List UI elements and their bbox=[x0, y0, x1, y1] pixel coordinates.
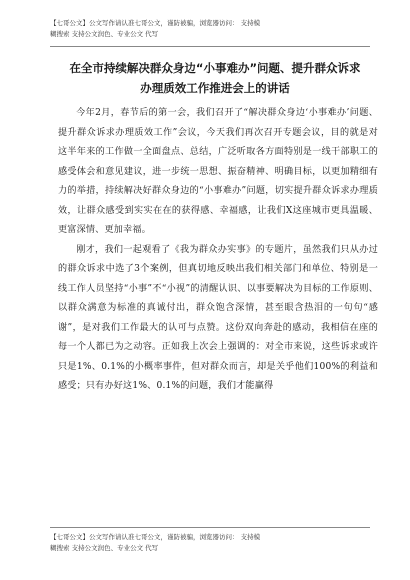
header-divider bbox=[50, 46, 370, 47]
footer-divider bbox=[50, 527, 370, 528]
document-title bbox=[40, 58, 390, 98]
page-header bbox=[50, 18, 380, 40]
footer-line-2: 糊搜索 支持公文润色、专业公文 代写 bbox=[50, 544, 159, 552]
title-line-1: 在全市持续解决群众身边“小事难办”问题、提升群众诉求 bbox=[69, 61, 361, 75]
page-footer bbox=[50, 532, 380, 554]
title-line-2: 办理质效工作推进会上的讲话 bbox=[140, 81, 290, 95]
header-line-2: 糊搜索 支持公文润色、专业公文 代写 bbox=[50, 30, 159, 38]
paragraph-1: 今年2月，春节后的第一会，我们召开了“解决群众身边‘小事难办’问题、提升群众诉求办理质效工作”会议，今天我们再次召开专题会议，目的就是对这半年来的工作做一全面盘点、总结，广泛听取各方面特别是一线干部职工的感受体会和意见建议，进一步统一思想、振奋精神、明确目标，以更加精细有力的举措，持续解决好群众身边的“小事难办”问题，切实提升群众诉求办理质效，让群众感受到实实在在的获得感、幸福感，让我们X这座城市更具温暖、更富深情、更加幸福。 bbox=[58, 108, 378, 235]
footer-line-1: 【七哥公文】公文写作请认准七哥公文，谨防被骗，浏览器访问： 支持模 bbox=[50, 533, 261, 541]
paragraph-2: 刚才，我们一起观看了《我为群众办实事》的专题片，虽然我们只从办过的群众诉求中选了3个案例，但真切地反映出我们相关部门和单位、特别是一线工作人员坚持“小事”不“小视”的清醒认识、以事要解决为目标的工作原则、以群众满意为标准的真诚付出，群众饱含深情，甚至眼含热泪的一句句“感谢”，是对我们工作最大的认可与点赞。这份双向奔赴的感动，我相信在座的每一个人都已为之动容。正如我上次会上强调的：对全市来说，这些诉求或许只是1%、0.1%的小概率事件，但对群众而言，却是关乎他们100%的利益和感受；只有办好这1%、0.1%的问题，我们才能赢得 bbox=[58, 244, 378, 391]
header-line-1: 【七哥公文】公文写作请认准七哥公文，谨防被骗，浏览器访问： 支持模 bbox=[50, 19, 261, 27]
document-body bbox=[58, 104, 378, 397]
